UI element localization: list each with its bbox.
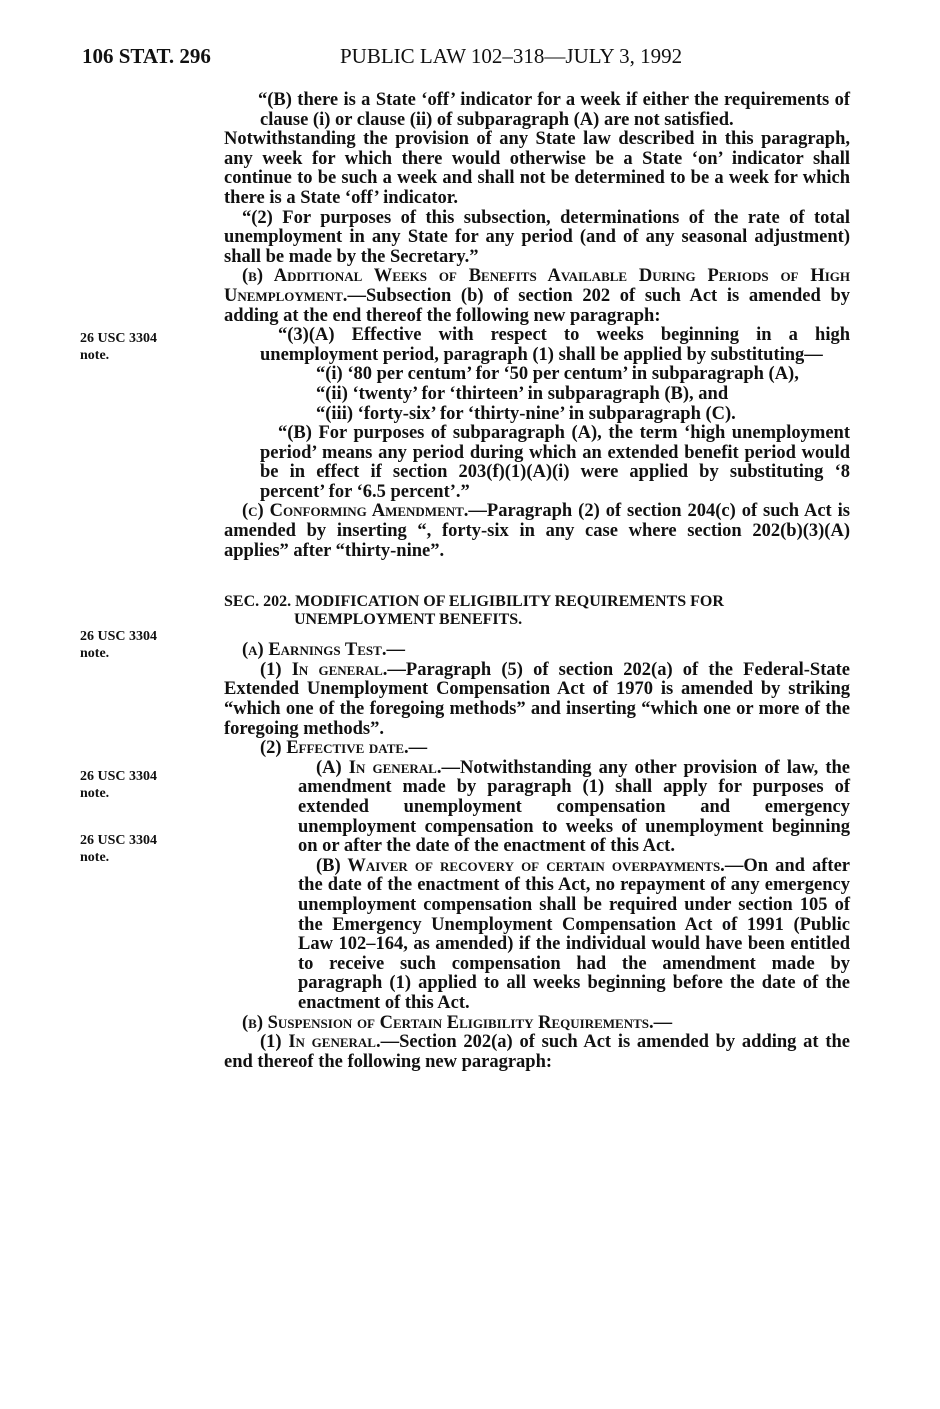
paragraph: “(ii) ‘twenty’ for ‘thirteen’ in subparagraph (B), and <box>316 383 729 404</box>
paragraph: (b) Suspension of Certain Eligibility Requirements.— <box>242 1012 673 1033</box>
paragraph: “(3)(A) Effective with respect to weeks beginning in a high unemployment period, paragraph (1) shall be applied by substituting— <box>260 325 850 365</box>
subsection-text: —Subsection (b) of section 202 of such Act is amended by adding at the end thereof the following new paragraph: <box>224 285 850 326</box>
paragraph <box>224 661 850 739</box>
subsection-heading: (B) Waiver of recovery of certain overpayments. <box>316 855 725 876</box>
statute-page-number: 106 STAT. 296 <box>82 44 211 68</box>
paragraph <box>224 857 850 1014</box>
public-law-title: PUBLIC LAW 102–318—JULY 3, 1992 <box>340 44 683 68</box>
subsection-text: —Paragraph (2) of section 204(c) of such Act is amended by inserting “, forty-six in any case where section 202(b)(3)(A) applies” after “thirty-nine”. <box>224 501 850 561</box>
paragraph: “(2) For purposes of this subsection, determinations of the rate of total unemployment in any State for any period (and of any seasonal adjustment) shall be made by the Secretary.” <box>224 207 850 267</box>
subsection-text: —Section 202(a) of such Act is amended by adding at the end thereof the following new paragraph: <box>224 1032 851 1072</box>
subsection-heading: (A) In general. <box>316 757 442 778</box>
subsection-heading: (1) In general. <box>260 659 388 680</box>
paragraph: “(iii) ‘forty-six’ for ‘thirty-nine’ in subparagraph (C). <box>316 403 736 424</box>
page-header <box>82 44 852 74</box>
paragraph <box>224 267 850 326</box>
margin-note-3: 26 USC 3304 note. <box>80 769 158 801</box>
section-heading <box>224 593 850 629</box>
margin-note-4: 26 USC 3304 note. <box>80 833 158 865</box>
subsection-text: —On and after the date of the enactment of this Act, no repayment of any emergency unemployment compensation shall be required under section 105 of the Emergency Unemployment Compensation Act of 1991 (Public Law 102–164, as amended) if the individual would have been entitled to receive such compensation had the amendment made by paragraph (1) applied to all weeks beginning before the date of the enactment of this Act. <box>298 855 850 1013</box>
paragraph: Notwithstanding the provision of any State law described in this paragraph, any week for which there would otherwise be a State ‘on’ indicator shall continue to be such a week and shall not be determined to be a week for which there is a State ‘off’ indicator. <box>224 129 850 208</box>
section-heading-line-2: UNEMPLOYMENT BENEFITS. <box>294 611 523 629</box>
subsection-heading: (b) Additional Weeks of Benefits Available During Periods of High Unemployment. <box>224 266 850 306</box>
paragraph: (a) Earnings Test.— <box>242 640 405 661</box>
paragraph <box>224 759 850 857</box>
margin-note-2: 26 USC 3304 note. <box>80 629 158 661</box>
margin-note-1: 26 USC 3304 note. <box>80 331 158 363</box>
subsection-heading: (c) Conforming Amendment. <box>242 501 469 522</box>
paragraph: “(B) For purposes of subparagraph (A), the term ‘high unemployment period’ means any period during which an extended benefit period would be in effect if section 203(f)(1)(A)(i) were applied by substituting ‘8 percent’ for ‘6.5 percent’.” <box>260 423 850 502</box>
paragraph: “(i) ‘80 per centum’ for ‘50 per centum’ in subparagraph (A), <box>316 364 799 385</box>
paragraph <box>224 1033 850 1072</box>
paragraph <box>224 502 850 561</box>
section-heading-line-1: SEC. 202. MODIFICATION OF ELIGIBILITY REQUIREMENTS FOR <box>224 593 724 611</box>
statute-body <box>224 91 850 1072</box>
subsection-heading: (1) In general. <box>260 1032 381 1053</box>
paragraph: “(B) there is a State ‘off’ indicator for a week if either the requirements of clause (i) or clause (ii) of subparagraph (A) are not satisfied. <box>258 90 850 130</box>
subsection-text: —Paragraph (5) of section 202(a) of the Federal-State Extended Unemployment Compensation Act of 1970 is amended by striking “which one of the foregoing methods” and inserting “which one or more of the foregoing methods”. <box>224 659 851 739</box>
subsection-text: —Notwithstanding any other provision of law, the amendment made by paragraph (1) shall apply for purposes of extended unemployment compensation and emergency unemployment compensation to weeks of unemployment beginning on or after the date of the enactment of this Act. <box>298 757 850 857</box>
paragraph: (2) Effective date.— <box>260 738 428 759</box>
